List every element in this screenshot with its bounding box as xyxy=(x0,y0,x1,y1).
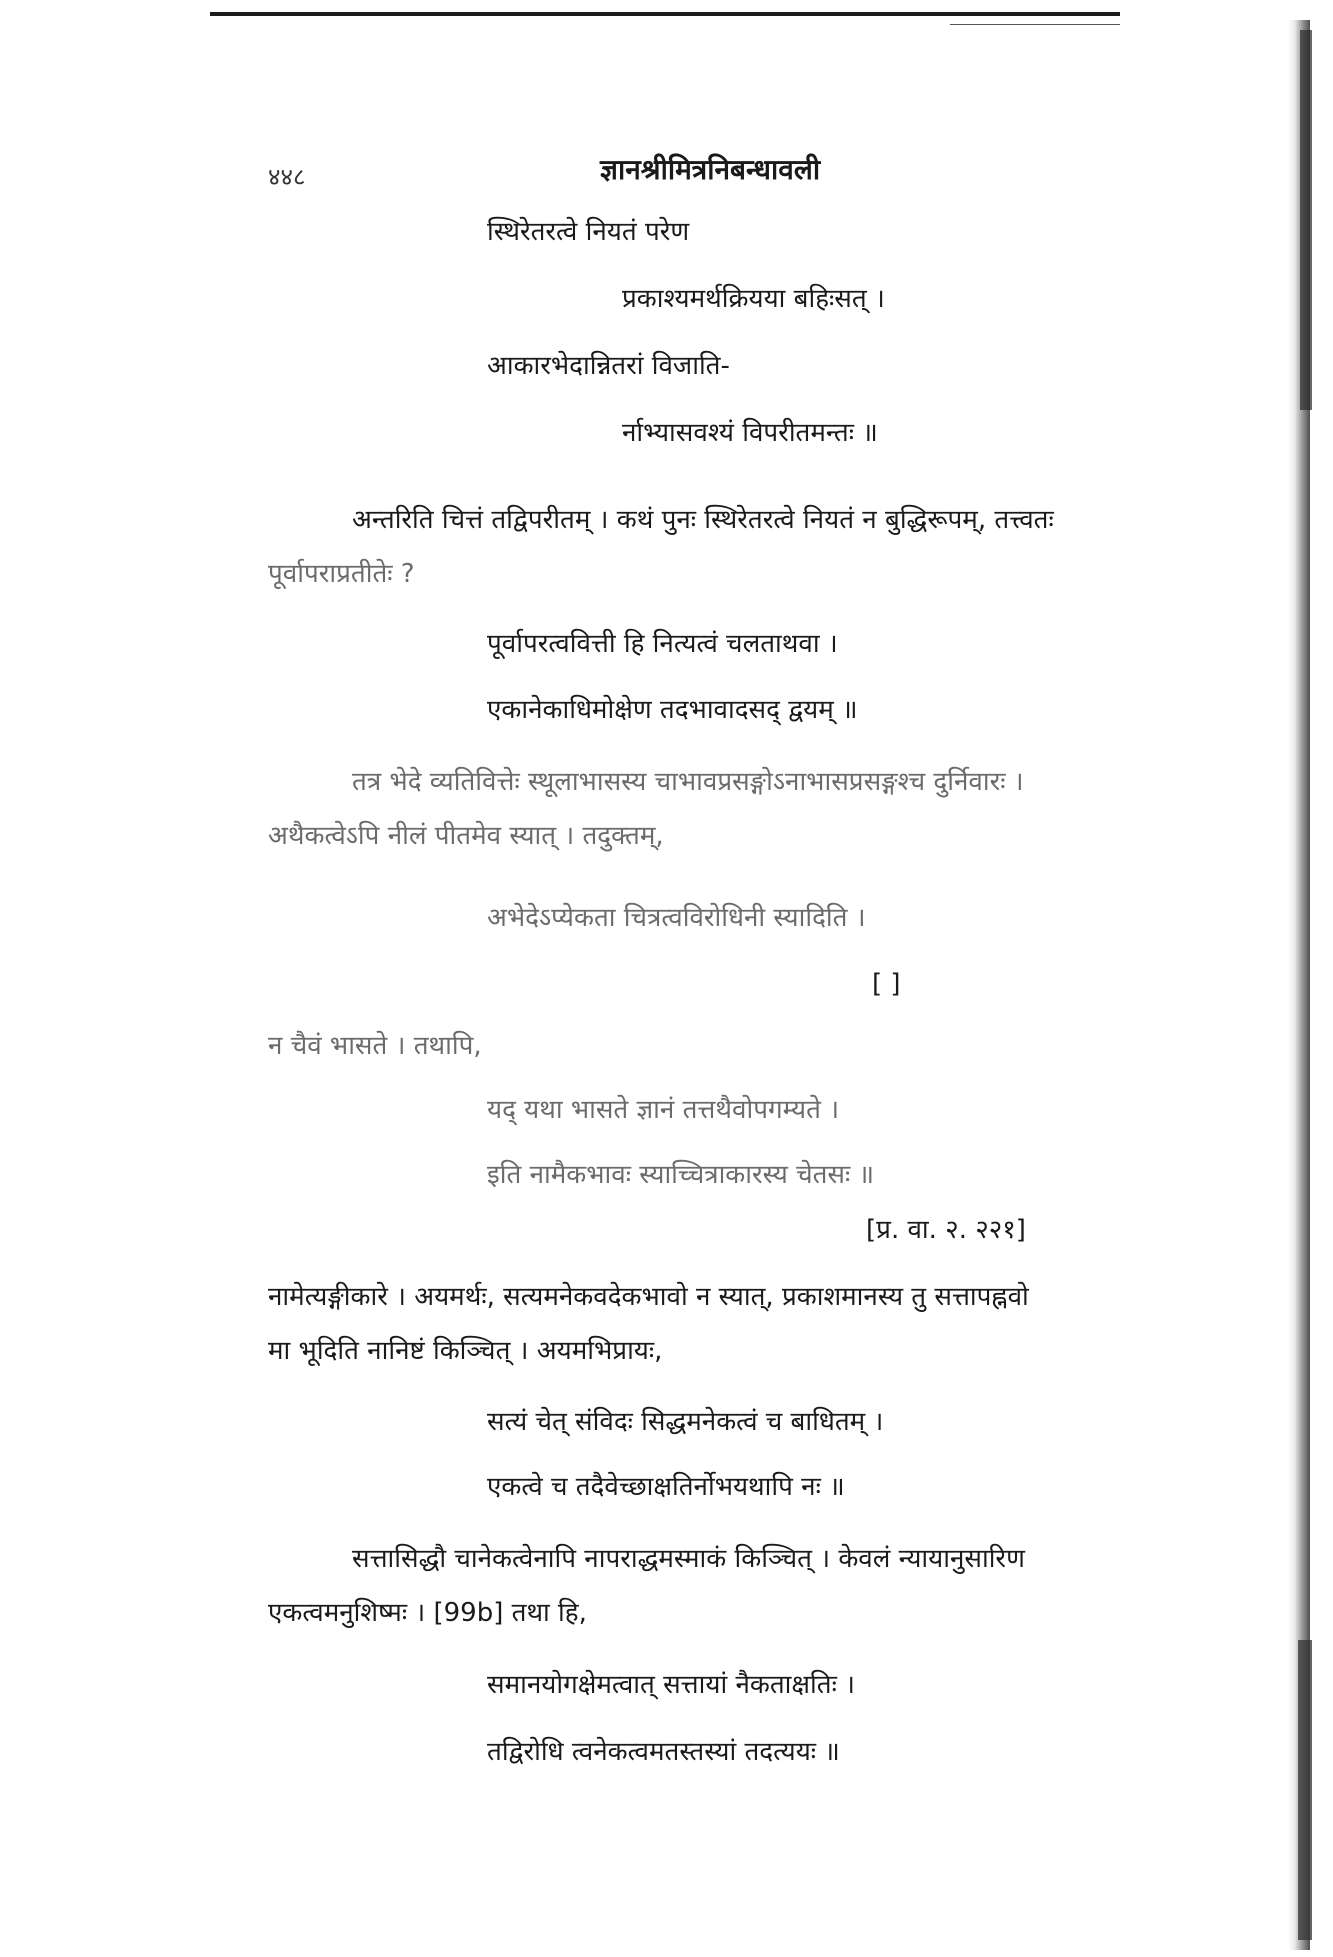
verse-line: अभेदेऽप्येकता चित्रत्वविरोधिनी स्यादिति । xyxy=(487,903,866,933)
source-reference: [प्र. वा. २. २२१] xyxy=(866,1215,1026,1245)
verse-line: यद् यथा भासते ज्ञानं तत्तथैवोपगम्यते । xyxy=(487,1095,840,1125)
verse-line: इति नामैकभावः स्याच्चित्राकारस्य चेतसः ॥ xyxy=(487,1160,875,1190)
verse-line: एकत्वे च तदैवेच्छाक्षतिर्नोभयथापि नः ॥ xyxy=(487,1472,845,1502)
prose-line: एकत्वमनुशिष्मः । [99b] तथा हि, xyxy=(268,1598,587,1628)
verse-line: स्थिरेतरत्वे नियतं परेण xyxy=(487,217,690,247)
prose-line: अथैकत्वेऽपि नीलं पीतमेव स्यात् । तदुक्तम्, xyxy=(268,821,664,851)
verse-line: एकानेकाधिमोक्षेण तदभावादसद् द्वयम् ॥ xyxy=(487,695,858,725)
prose-line: मा भूदिति नानिष्टं किञ्चित् । अयमभिप्रायः, xyxy=(268,1336,663,1366)
prose-line: तत्र भेदे व्यतिवित्तेः स्थूलाभासस्य चाभावप्रसङ्गोऽनाभासप्रसङ्गश्च दुर्निवारः । xyxy=(352,767,1024,797)
verse-line: समानयोगक्षेमत्वात् सत्तायां नैकताक्षतिः । xyxy=(487,1670,855,1700)
prose-line: अन्तरिति चित्तं तद्विपरीतम् । कथं पुनः स्थिरेतरत्वे नियतं न बुद्धिरूपम्, तत्त्वतः xyxy=(352,505,1054,535)
verse-line: प्रकाश्यमर्थक्रियया बहिःसत् । xyxy=(622,284,885,314)
verse-line: तद्विरोधि त्वनेकत्वमतस्तस्यां तदत्ययः ॥ xyxy=(487,1737,840,1767)
prose-line: सत्तासिद्धौ चानेकत्वेनापि नापराद्धमस्माकं किञ्चित् । केवलं न्यायानुसारिण xyxy=(352,1544,1025,1574)
verse-line: पूर्वापरत्ववित्ती हि नित्यत्वं चलताथवा । xyxy=(487,629,838,659)
verse-line: आकारभेदान्नितरां विजाति- xyxy=(487,351,730,381)
prose-line: पूर्वापराप्रतीतेः ? xyxy=(268,559,415,589)
running-head: ज्ञानश्रीमित्रनिबन्धावली xyxy=(600,153,821,186)
prose-line: न चैवं भासते । तथापि, xyxy=(268,1031,482,1061)
page-number: ४४८ xyxy=(268,163,306,191)
verse-line: सत्यं चेत् संविदः सिद्धमनेकत्वं च बाधितम् । xyxy=(487,1407,884,1437)
verse-line: र्नाभ्यासवश्यं विपरीतमन्तः ॥ xyxy=(622,418,878,448)
page-spine-edge-bottom xyxy=(1298,1640,1312,1940)
prose-line: नामेत्यङ्गीकारे । अयमर्थः, सत्यमनेकवदेकभावो न स्यात्, प्रकाशमानस्य तु सत्तापह्नवो xyxy=(268,1282,1029,1312)
top-rule xyxy=(210,12,1120,16)
page-spine-edge-top xyxy=(1300,30,1312,410)
top-rule-thin xyxy=(950,24,1120,25)
missing-reference-brackets: [ ] xyxy=(872,969,901,999)
